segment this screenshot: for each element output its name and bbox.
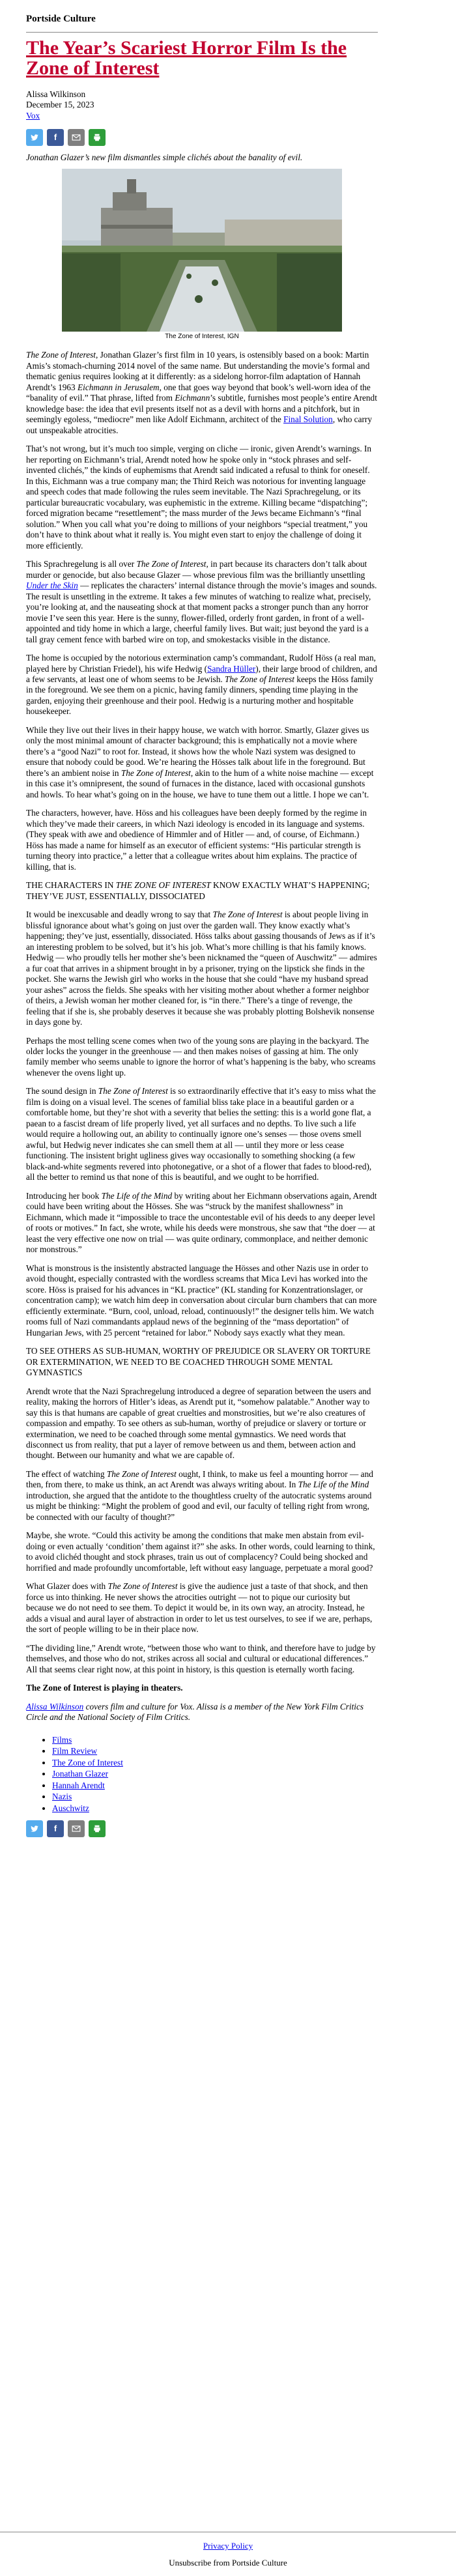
hero-image xyxy=(62,169,342,332)
author-bio-link[interactable]: Alissa Wilkinson xyxy=(26,1701,84,1711)
email-icon xyxy=(72,133,81,142)
author-name: Alissa Wilkinson xyxy=(26,89,86,99)
email-icon xyxy=(72,1824,81,1833)
facebook-icon: f xyxy=(53,1823,57,1833)
facebook-icon: f xyxy=(53,132,57,143)
tag-jonathan-glazer-link[interactable]: Jonathan Glazer xyxy=(52,1769,109,1779)
body-paragraph-9: The sound design in The Zone of Interest is so extraordinarily effective that it’s easy to miss what the film is doing on a visual level. The scenes of familial bliss take place in a beautiful garden or a comfortable home, but they’re shot with a severity that belies the setting: this is a world gone flat, a paean to a fascist dream of life properly lived, yet all surfaces and no depths. To live such a life would require a hollowing out, an ability to continually ignore one’s senses — those ovens smell awful, but Hedwig never indicates she can smell them at all — until they more or less cease functioning. The insistent bright ugliness gives way occasionally to something shocking (a few black-and-white segments revered into photonegative, or a shot of a flower that fades to blood-red), all the better to remind us that none of this is beautiful, and we ought to be horrified. xyxy=(26,1086,376,1182)
share-print-button[interactable] xyxy=(89,129,106,146)
tag-nazis-link[interactable]: Nazis xyxy=(52,1792,72,1802)
tag-item xyxy=(52,1735,378,1745)
now-playing-note: The Zone of Interest is playing in theaters. xyxy=(26,1683,183,1693)
tag-item xyxy=(52,1769,378,1779)
under-the-skin-link[interactable]: Under the Skin xyxy=(26,580,78,591)
site-name: Portside Culture xyxy=(26,14,96,24)
twitter-icon xyxy=(30,1824,39,1833)
body-paragraph-15: What Glazer does with The Zone of Interest is give the audience just a taste of that shock, and then force us into thinking. He never shows the atrocities outright — not to pique our curiosity but because we do not need to see them. To depict it would be, in its own way, an atrocity. Instead, he adds a visual and aural layer of abstraction in order to let us test ourselves, to see if we are, perhaps, the sort of people willing to be in their place now. xyxy=(26,1581,373,1635)
tag-auschwitz-link[interactable]: Auschwitz xyxy=(52,1803,89,1813)
article-dek: Jonathan Glazer’s new film dismantles simple clichés about the banality of evil. xyxy=(26,152,303,163)
tag-zone-of-interest-link[interactable]: The Zone of Interest xyxy=(52,1757,123,1767)
body-paragraph-11: What is monstrous is the insistently abstracted language the Hösses and other Nazis use in order to avoid thought, especially contrasted with the wordless screams that Mica Levi has worked into the score. Höss is praised for his advances in “KL practice” (KL standing for Konzentrationslager, or concentration camp); we watch him deep in conversation about circular burn chambers that can more efficiently exterminate. “Burn, cool, unload, reload, continuously!” the designer tells him. We watch rooms full of Nazi commandants applaud news of the beginning of the “mass deportation” of Hungarian Jews, with 25 percent “retained for labor.” Nobody says exactly what they mean. xyxy=(26,1263,377,1338)
body-paragraph-4: The home is occupied by the notorious extermination camp’s commandant, Rudolf Höss (a real man, played here by Christian Friedel), his wife Hedwig (Sandra Hüller), their large brood of children, and a few servants, at least one of whom seems to be Jewish. The Zone of Interest keeps the Höss family in the foreground. We see them on a picnic, having family dinners, spending time playing in the garden, enjoying their greenhouse and their pool. Hedwig is a nurturing mother and hospitable housekeeper. xyxy=(26,653,377,717)
body-paragraph-12: Arendt wrote that the Nazi Sprachregelung introduced a degree of separation between the users and reality, making the horrors of Hitler’s ideas, as Arendt put it, “somehow palatable.” Another way to say this is that humans are capable of great cruelties and monstrosities, but we’re also creatures of compassion and empathy. To see others as sub-human, worthy of prejudice or slavery or torture or extermination, we need to be coached through some mental gymnastics. We need words that disconnect us from reality, that put a layer of remove between us and them, between action and thought. Between our humanity and what we are capable of. xyxy=(26,1386,371,1461)
tag-film-review-link[interactable]: Film Review xyxy=(52,1746,98,1756)
body-paragraph-10: Introducing her book The Life of the Mind by writing about her Eichmann observations again, Arendt could have been writing about the Hösses. She was “struck by the manifest shallowness” in Eichmann, which made it “impossible to trace the uncontestable evil of his deeds to any deeper level of roots or motives.” In fact, she wrote, while his deeds were monstrous, she saw that “the doer — at least the very effective one now on trial — was quite ordinary, commonplace, and neither demonic nor monstrous.” xyxy=(26,1190,377,1255)
share-facebook-button[interactable] xyxy=(47,129,64,146)
tag-films-link[interactable]: Films xyxy=(52,1734,72,1745)
final-solution-link[interactable]: Final Solution xyxy=(283,414,333,425)
body-paragraph-1: The Zone of Interest, Jonathan Glazer’s first film in 10 years, is ostensibly based on a book: Martin Amis’s stomach-churning 2014 novel of the same name. But understanding the movie’s formal and thematic genius requires looking at it differently: as a sidelong horror-film adaptation of Hannah Arendt’s 1963 Eichmann in Jerusalem, one that goes way beyond that book’s well-worn idea of the “banality of evil.” That phrase, lifted from Eichmann’s subtitle, furnishes most people’s entire Arendt knowledge base: the idea that evil presents itself not as a devil with horns and a pitchfork, but in seemingly egoless, “mediocre” men like Adolf Eichmann, architect of the Final Solution, who carry out unspeakable atrocities. xyxy=(26,350,377,435)
publish-date: December 15, 2023 xyxy=(26,100,94,110)
print-icon xyxy=(93,1824,102,1833)
tag-item xyxy=(52,1792,378,1802)
share-email-button[interactable] xyxy=(68,129,85,146)
share-print-button-bottom[interactable] xyxy=(89,1820,106,1837)
privacy-policy-link[interactable]: Privacy Policy xyxy=(203,2541,253,2551)
hero-image-art xyxy=(62,169,342,332)
article-title-text[interactable]: The Year’s Scariest Horror Film Is the Zone of Interest xyxy=(26,36,347,79)
tag-hannah-arendt-link[interactable]: Hannah Arendt xyxy=(52,1780,105,1790)
tag-item xyxy=(52,1746,378,1756)
pull-quote-2: TO SEE OTHERS AS SUB-HUMAN, WORTHY OF PREJUDICE OR SLAVERY OR TORTURE OR EXTERMINATION, WE NEED TO BE COACHED THROUGH SOME MENTAL GYMNASTICS xyxy=(26,1346,371,1378)
article-column xyxy=(26,0,378,1844)
body-paragraph-3: This Sprachregelung is all over The Zone of Interest, in part because its characters don’t talk about murder or genocide, but also because Glazer — whose previous film was the brilliantly unsettling Under the Skin — replicates the characters’ internal distance through the movie’s images and sounds. The result is unsettling in the extreme. It takes a few minutes of watching to realize what, precisely, you’re looking at, and the nauseating shock at that moment packs a stronger punch than any horror movie I’ve seen this year. Here is the sunny, flower-filled, orderly front garden, in front of a well-appointed and tidy home in which a large, cheerful family lives. But wait; just beyond the yard is a tall gray cement fence with barbed wire on top, and smokestacks visible in the distance. xyxy=(26,559,377,644)
footer-unsubscribe[interactable]: Unsubscribe from Portside Culture xyxy=(169,2558,287,2568)
share-bar-top xyxy=(26,129,378,146)
twitter-icon xyxy=(30,133,39,142)
body-paragraph-13: The effect of watching The Zone of Interest ought, I think, to make us feel a mounting horror — and then, from there, to make us think, an act Arendt was always writing about. In The Life of the Mind introduction, she argued that the antidote to the thoughtless cruelty of the autocratic systems around us might be thinking: “Might the problem of good and evil, our faculty of telling right from wrong, be connected with our faculty of thought?” xyxy=(26,1468,373,1522)
tag-item xyxy=(52,1758,378,1768)
share-twitter-button[interactable] xyxy=(26,129,43,146)
tag-item xyxy=(52,1781,378,1791)
hero-caption: The Zone of Interest, IGN xyxy=(165,333,239,341)
article-title[interactable] xyxy=(26,38,378,79)
body-paragraph-16: “The dividing line,” Arendt wrote, “between those who want to think, and therefore have to judge by themselves, and those who do not, strikes across all social and cultural or educational differences.” All that seems clear right now, at this point in history, is this question is eternally worth facing. xyxy=(26,1642,376,1674)
pull-quote-1: THE CHARACTERS IN THE ZONE OF INTEREST KNOW EXACTLY WHAT’S HAPPENING; THEY’VE JUST, ESSENTIALLY, DISSOCIATED xyxy=(26,880,370,901)
share-bar-bottom xyxy=(26,1820,378,1837)
hero-figure xyxy=(26,169,378,341)
tag-item xyxy=(52,1803,378,1814)
sandra-huller-link[interactable]: Sandra Hüller xyxy=(207,663,256,674)
footer-privacy xyxy=(0,2541,456,2551)
body-paragraph-6: The characters, however, have. Höss and his colleagues have been deeply formed by the regime in which they’ve made their careers, in which Nazi ideology is encoded in its language and systems. (They speak with awe and obedience of Himmler and of Hitler — and, of course, of Eichmann.) Höss has made a name for himself as an executor of efficient systems: “His particular strength is turning theory into practice,” a letter that a colleague writes about him explains. The practice of killing, that is. xyxy=(26,808,367,872)
body-paragraph-2: That’s not wrong, but it’s much too simple, verging on cliche — ironic, given Arendt’s warnings. In her reporting on Eichmann’s trial, Arendt noted how he spoke only in “stock phrases and self-invented clichés,” the kinds of euphemisms that Arendt said indicated a refusal to think for oneself. In this, Eichmann was a true company man; the Third Reich was notorious for inventing language and speech codes that made following the rules seem inevitable. The Nazi Sprachregelung, or its particular bureaucratic vocabulary, was euphemistic in the extreme. Killing became “dispatching”; forced migration became “resettlement”; the mass murder of the Jews became Eichmann’s “final solution.” When you call what you’re doing to millions of your neighbors “special treatment,” you don’t have to think about what it really is. You might even start to enjoy the challenge of doing it more efficiently. xyxy=(26,444,372,551)
tag-list xyxy=(26,1735,378,1814)
byline xyxy=(26,89,378,122)
share-facebook-button-bottom[interactable] xyxy=(47,1820,64,1837)
author-bio: Alissa Wilkinson covers film and culture for Vox. Alissa is a member of the New York Film Critics Circle and the National Society of Film Critics. xyxy=(26,1701,364,1723)
body-paragraph-8: Perhaps the most telling scene comes when two of the young sons are playing in the backyard. The older locks the younger in the greenhouse — and then makes noises of gassing at him. The only family member who seems unable to ignore the horror of what’s happening is the baby, who screams whenever the ovens light up. xyxy=(26,1035,376,1078)
body-paragraph-5: While they live out their lives in their happy house, we watch with horror. Smartly, Glazer gives us only the most minimal amount of character background; this is emphatically not a movie where there’s a “good Nazi” to root for. Instead, it shows how the whole Nazi system was designed to ensure that nobody could be good. We’re hearing the Hösses talk about life in the foreground. But there’s an ambient noise in The Zone of Interest, akin to the hum of a white noise machine — except in this case it’s omnipresent, the sound of furnaces in the distance, laced with occasional gunshots and howls. To hear what’s going on in the house, we have to tune them out a little. I hope we can’t. xyxy=(26,724,374,799)
body-paragraph-14: Maybe, she wrote. “Could this activity be among the conditions that make men abstain from evil-doing or even actually ‘condition’ them against it?” she asks. In other words, could learning to think, to avoid clichéd thought and stock phrases, train us out of complacency? Could being shocked and horrified and made profoundly uncomfortable, left without easy language, perpetuate a moral good? xyxy=(26,1530,375,1573)
share-email-button-bottom[interactable] xyxy=(68,1820,85,1837)
source-link[interactable]: Vox xyxy=(26,110,40,121)
body-paragraph-7: It would be inexcusable and deadly wrong to say that The Zone of Interest is about people living in blissful ignorance about what’s going on just over the garden wall. They know exactly what’s happening; they’ve just, essentially, dissociated. Höss talks about gassing thousands of Jews as if it’s an interesting problem to be solved, but it’s his job. What’s more chilling is that his family knows. Hedwig — who proudly tells her mother she’s been nicknamed the “queen of Auschwitz” — admires a fur coat that arrives in a shipment brought in by a prisoner, trying on the lipstick she finds in the pocket. She warns the Jewish girl who works in the house that she could “have my husband spread your ashes” across the fields. She speaks with her visiting mother about whether a former neighbor of theirs, a Jewish woman her mother cleaned for, is “in there.” There’s a tinge of revenge, the feeling that if she is, she probably deserves it because she was probably plotting Bolshevik nonsense in days gone by. xyxy=(26,909,377,1027)
header-divider xyxy=(26,32,378,33)
share-twitter-button-bottom[interactable] xyxy=(26,1820,43,1837)
print-icon xyxy=(93,133,102,142)
